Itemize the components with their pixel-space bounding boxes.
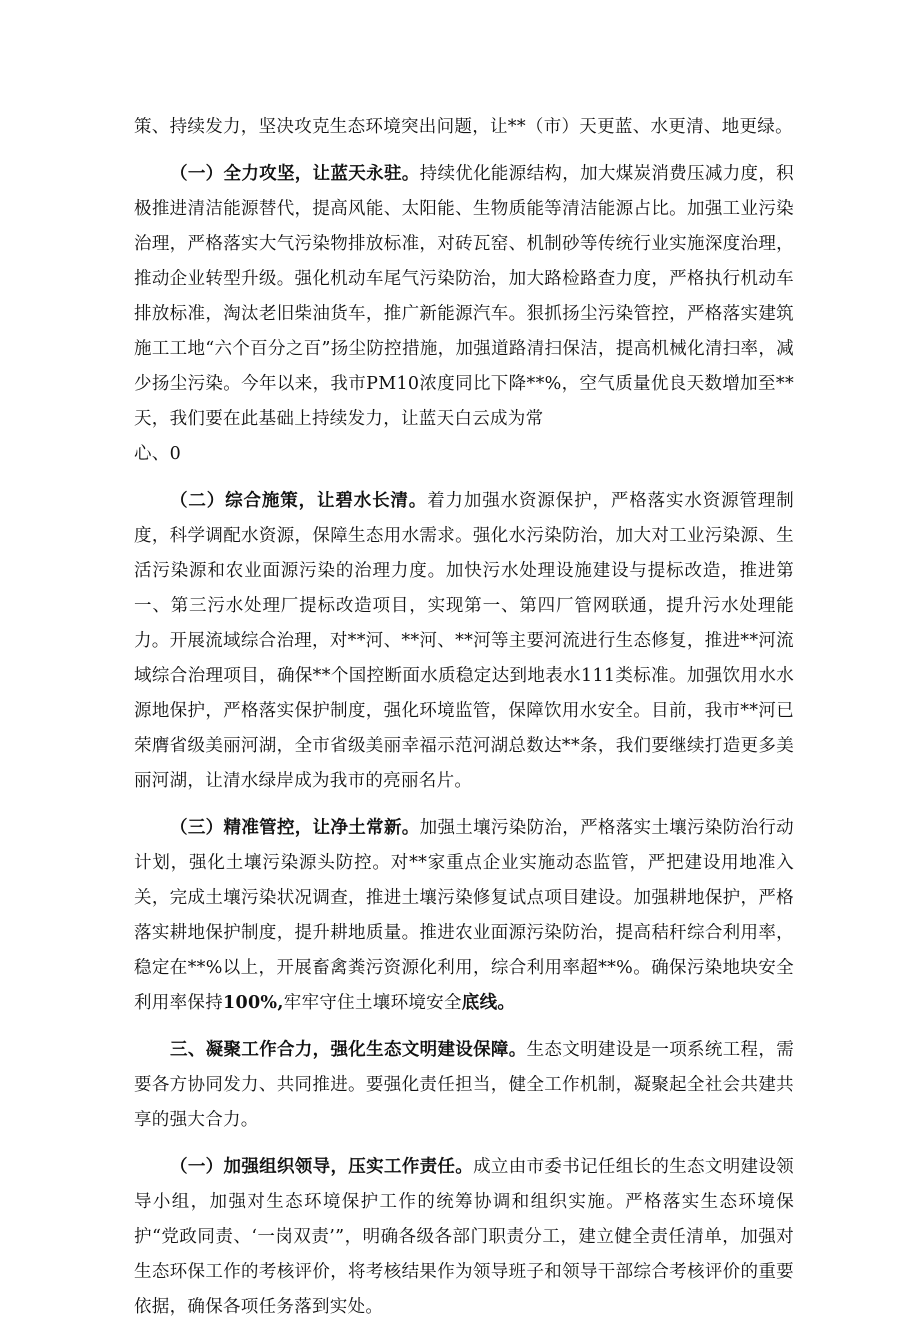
document-body <box>134 110 794 1325</box>
paragraph-clear-water <box>134 484 794 799</box>
paragraph-blue-sky-tail <box>134 437 794 472</box>
paragraph-text: 生态文明建设是一项系统工程，需要各方协同发力、共同推进。要强化责任担当，健全工作机制，凝聚起全社会共建共享的强大合力。 <box>134 1040 795 1130</box>
paragraph-text: 持续优化能源结构，加大煤炭消费压减力度，积极推进清洁能源替代，提高风能、太阳能、生物质能等清洁能源占比。加强工业污染治理，严格落实大气污染物排放标准，对砖瓦窑、机制砂等传统行业实施深度治理，推动企业转型升级。强化机动车尾气污染防治，加大路检路查力度，严格执行机动车排放标准，淘汰老旧柴油货车，推广新能源汽车。狠抓扬尘污染管控，严格落实建筑施工工地“六个百分之百”扬尘防控措施，加强道路清扫保洁，提高机械化清扫率，减少扬尘污染。今年以来，我市PM10浓度同比下降**%，空气质量优良天数增加至**天，我们要在此基础上持续发力，让蓝天白云成为常 <box>134 164 794 429</box>
paragraph-section-three <box>134 1033 794 1138</box>
section-heading-blue-sky: （一）全力攻坚，让蓝天永驻。 <box>170 164 420 184</box>
paragraph-text: 牢牢守住土壤环境安全 <box>283 993 462 1013</box>
paragraph-organization <box>134 1150 794 1325</box>
paragraph-blue-sky <box>134 157 794 437</box>
paragraph-text: 加强土壤污染防治，严格落实土壤污染防治行动计划，强化土壤污染源头防控。对**家重点企业实施动态监管，严把建设用地准入关，完成土壤污染状况调查，推进土壤污染修复试点项目建设。加强耕地保护，严格落实耕地保护制度，提升耕地质量。推进农业面源污染防治，提高秸秆综合利用率，稳定在**%以上，开展畜禽粪污资源化利用，综合利用率超**%。确保污染地块安全利用率保持 <box>134 818 794 1013</box>
paragraph-text: 策、持续发力，坚决攻克生态环境突出问题，让**（市）天更蓝、水更清、地更绿。 <box>134 117 793 137</box>
section-heading-clear-water: （二）综合施策，让碧水长清。 <box>170 491 428 511</box>
section-heading-clean-soil: （三）精准管控，让净土常新。 <box>170 818 420 838</box>
paragraph-text: 成立由市委书记任组长的生态文明建设领导小组，加强对生态环境保护工作的统筹协调和组织实施。严格落实生态环境保护“党政同责、‘一岗双责’”，明确各级各部门职责分工，建立健全责任清单，加强对生态环保工作的考核评价，将考核结果作为领导班子和领导干部综合考核评价的重要依据，确保各项任务落到实处。 <box>134 1157 794 1317</box>
section-heading-three: 三、凝聚工作合力，强化生态文明建设保障。 <box>170 1040 527 1060</box>
section-heading-organization: （一）加强组织领导，压实工作责任。 <box>170 1157 474 1177</box>
bold-bottom-line: 底线。 <box>461 993 516 1013</box>
paragraph-intro-continuation <box>134 110 794 145</box>
bold-percentage: 100%, <box>223 993 284 1013</box>
paragraph-text: 着力加强水资源保护，严格落实水资源管理制度，科学调配水资源，保障生态用水需求。强化水污染防治，加大对工业污染源、生活污染源和农业面源污染的治理力度。加快污水处理设施建设与提标改造，推进第一、第三污水处理厂提标改造项目，实现第一、第四厂管网联通，提升污水处理能力。开展流域综合治理，对**河、**河、**河等主要河流进行生态修复，推进**河流域综合治理项目，确保**个国控断面水质稳定达到地表水111类标准。加强饮用水水源地保护，严格落实保护制度，强化环境监管，保障饮用水安全。目前，我市**河已荣膺省级美丽河湖，全市省级美丽幸福示范河湖总数达**条，我们要继续打造更多美丽河湖，让清水绿岸成为我市的亮丽名片。 <box>134 491 795 791</box>
paragraph-text: 心、0 <box>134 444 182 464</box>
paragraph-clean-soil <box>134 811 794 1021</box>
